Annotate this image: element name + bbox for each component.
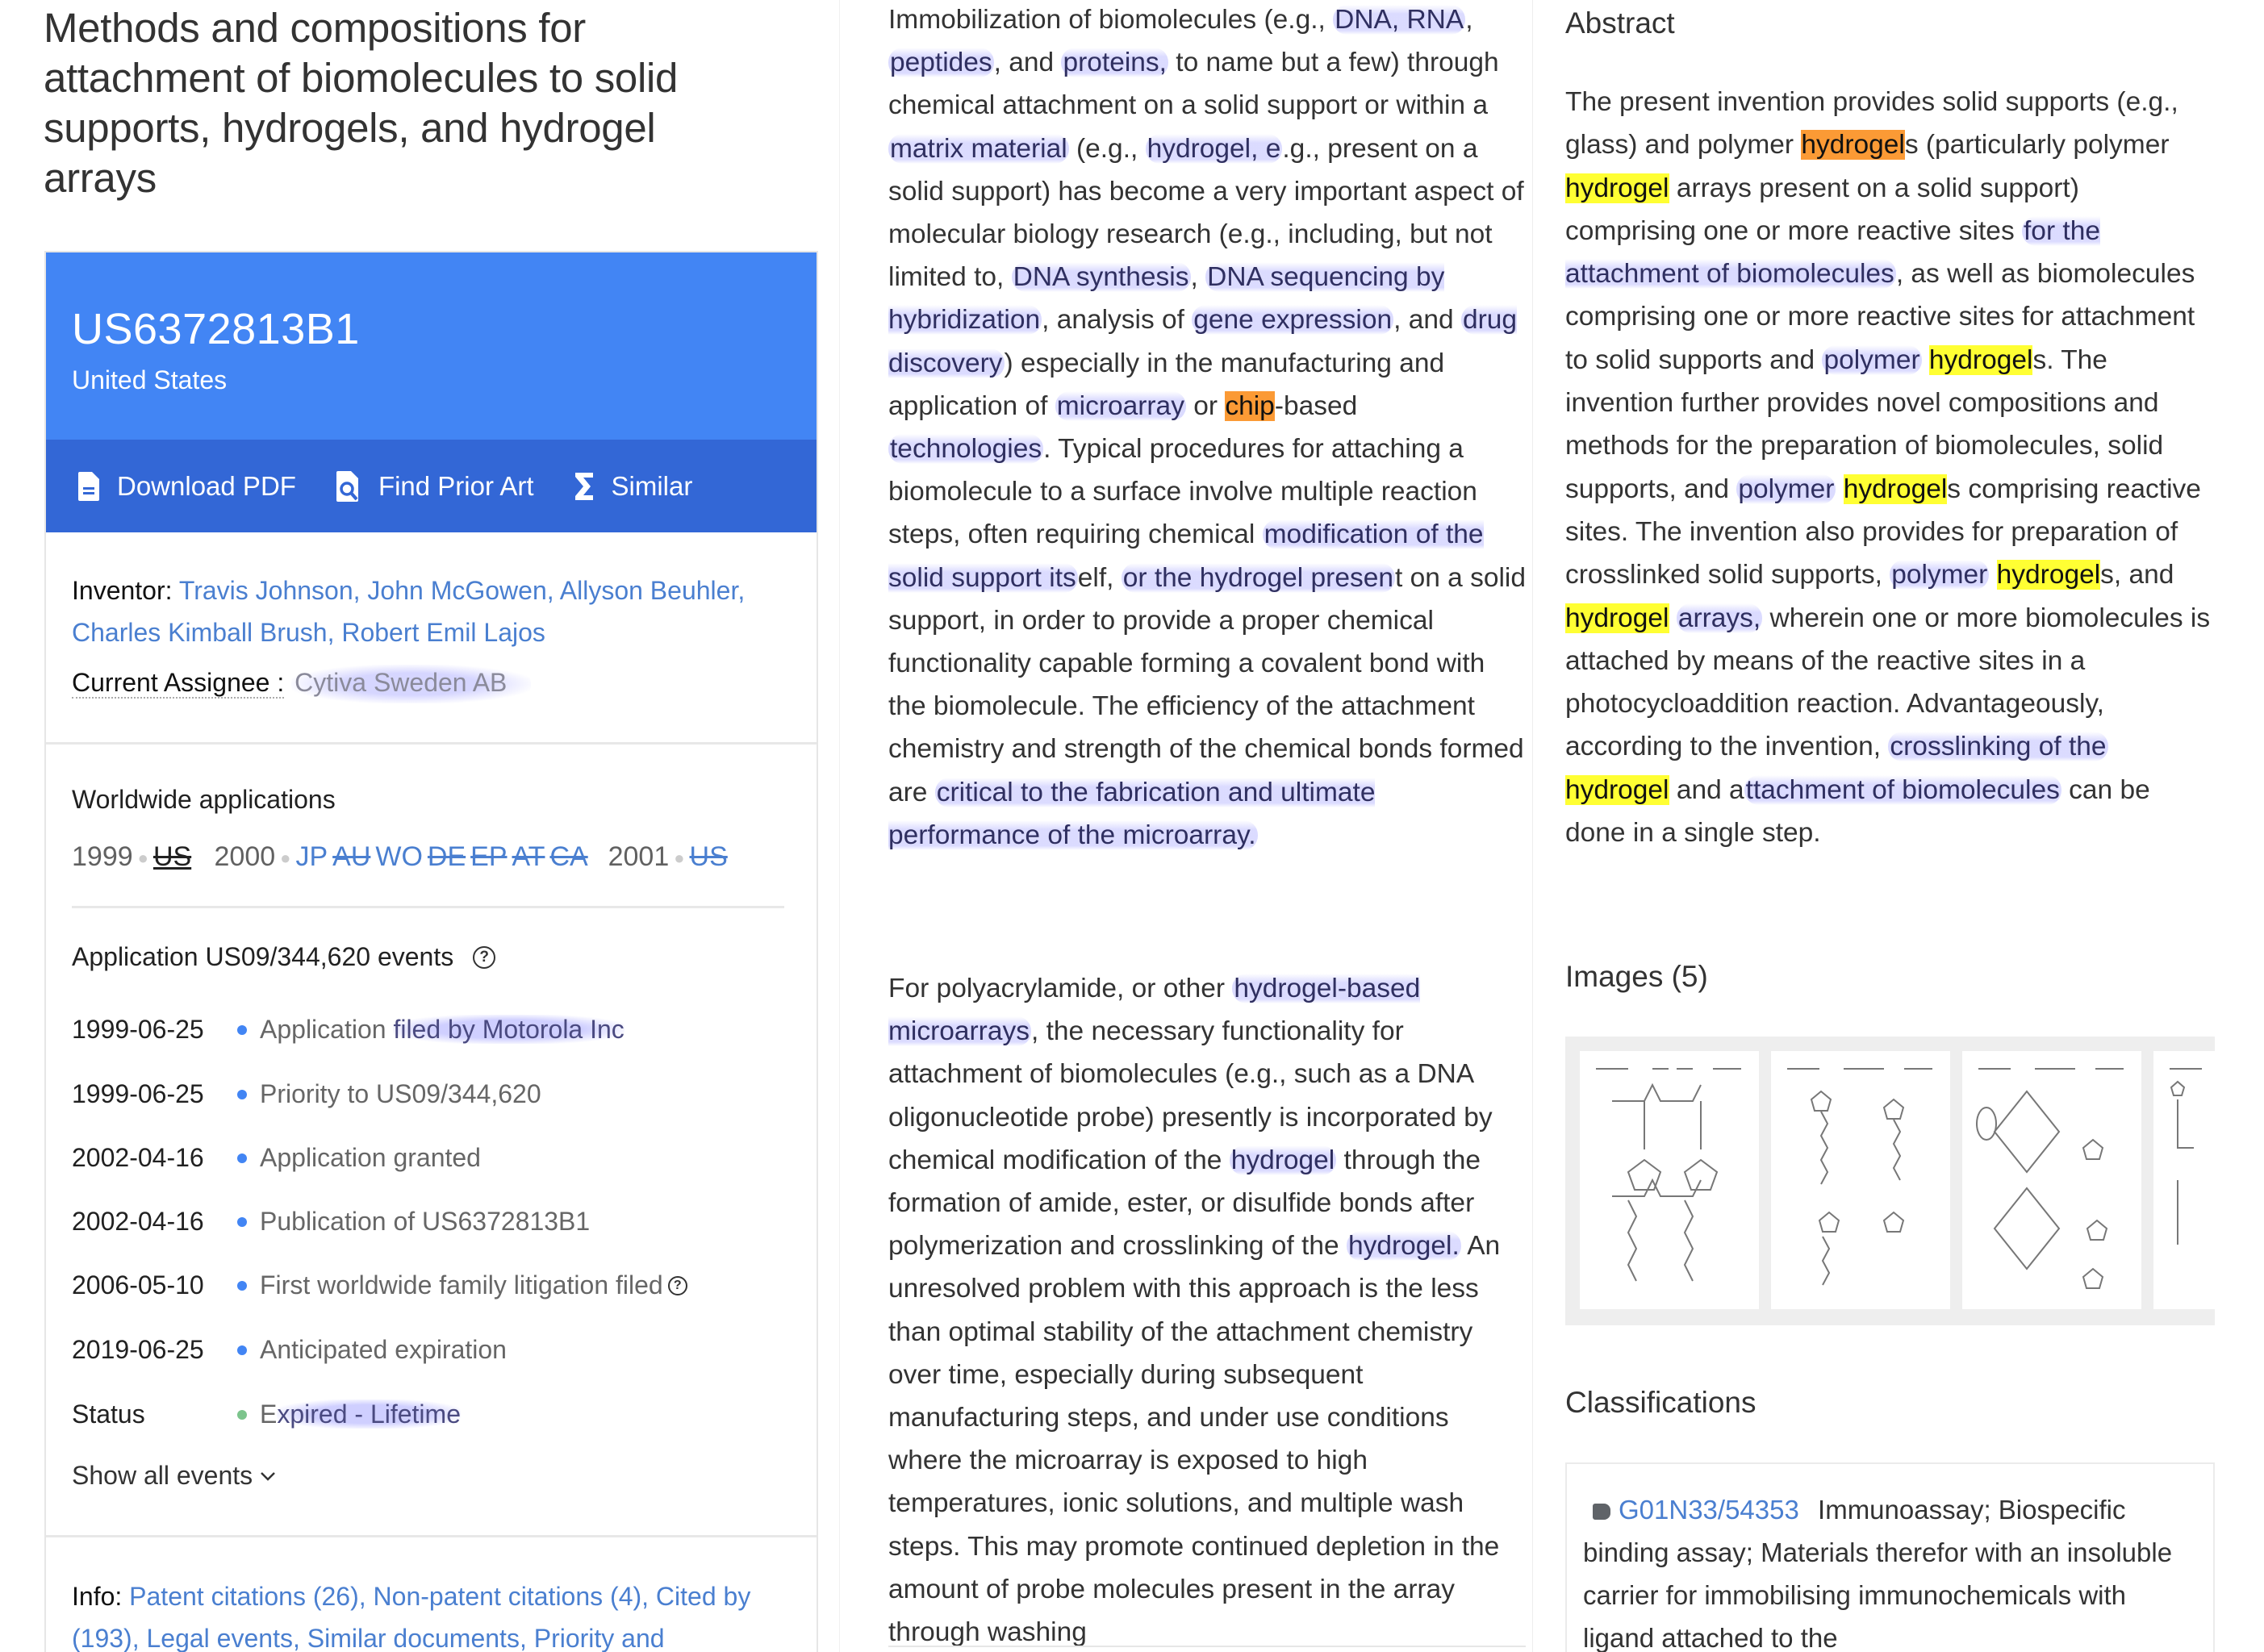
text-run: The present invention provides solid supports (e.g., glass) and polymer [1565,87,2178,160]
image-carousel[interactable] [1565,1037,2215,1325]
annotation-highlight: hydrogel. [1347,1231,1461,1261]
classifications-heading: Classifications [1565,1386,1756,1420]
event-date: 2019-06-25 [72,1335,229,1365]
annotation-highlight: polymer [1736,474,1836,504]
annotation-highlight: or the hydrogel presen [1122,563,1395,593]
annotation-highlight: gene expression [1192,305,1393,335]
patent-drawing-thumbnail[interactable] [1580,1051,1759,1309]
annotation-highlight: critical to the fabrication and ultimate performance of the microarray. [888,778,1375,850]
info-links: Info: Patent citations (26), Non-patent citations (4), Cited by (193), Legal events, Similar documents, Priority and [72,1575,790,1652]
annotation-highlight: proteins, [1061,48,1168,77]
text-run: arrays present on a solid support) comprising one or more reactive sites [1565,173,2079,246]
text-run: s. The invention further provides novel compositions and methods for the preparation of biomolecules, solid supports, and [1565,345,2163,504]
text-run: through the formation of amide, ester, or disulfide bonds after polymerization and crosslinking of the [888,1145,1481,1261]
microarray-drawing-icon [1962,1051,2141,1309]
events-title-text: Application US09/344,620 events [72,942,453,972]
year-label: 2000 [215,841,276,872]
text-run: An unresolved problem with this approach is the less than optimal stability of the attachment chemistry over time, especially during subsequent manufacturing steps, and under use conditions where the microarray is exposed to high temperatures, ionic solutions, and multiple wash steps. This may promote continued depletion in the amount of probe molecules present in the array through washing [888,1231,1500,1647]
inventor-link[interactable]: Travis Johnson [179,576,353,605]
event-row [72,1335,790,1365]
description-paragraph [888,0,1526,857]
inventor-label: Inventor: [72,576,173,605]
sigma-icon [574,472,594,501]
inventor-link[interactable]: Robert Emil Lajos [341,618,545,647]
patent-drawing-thumbnail[interactable] [1962,1051,2141,1309]
annotation-highlight: for the attachment of biomolecules [1565,216,2100,289]
text-run: Immobilization of biomolecules (e.g., [888,5,1333,35]
event-row [72,1207,790,1237]
event-date: 1999-06-25 [72,1015,229,1045]
annotation-highlight: crosslinking of the [1888,732,2107,761]
text-run: to name but a few) through chemical attachment on a solid support or within a [888,48,1499,120]
event-dot [237,1345,247,1355]
annotation-highlight: polymer [1890,560,1989,590]
status-label: Status [72,1400,229,1429]
patent-drawing-thumbnail[interactable] [2153,1051,2215,1309]
worldwide-applications-title: Worldwide applications [72,785,790,815]
find-prior-art-label: Find Prior Art [378,471,534,502]
similar-button[interactable] [574,471,693,502]
description-paragraph [888,967,1526,1652]
search-term-highlight: hydrogel [1565,603,1669,633]
status-value: Expired - Lifetime [260,1400,461,1429]
event-text: Application filed by Motorola Inc [260,1015,624,1045]
patent-header [46,252,817,440]
text-run [1836,474,1843,504]
event-date: 2002-04-16 [72,1207,229,1237]
assignee-link[interactable]: Cytiva Sweden AB [291,665,531,703]
description-column [839,0,1533,1652]
annotation-highlight: ttachment of biomolecules [1744,775,2061,805]
text-run: .g., present on a solid support) has become a very important aspect of molecular biology research (e.g., including, but not limited to, [888,134,1524,293]
status-row [72,1400,790,1429]
year-label: 1999 [72,841,133,872]
status-dot [237,1410,247,1420]
worldwide-applications-row: 1999 ● US 2000 ● JP AU WO DE EP AT CA 2001 ● US [72,841,790,873]
patent-drawing-thumbnail[interactable] [1771,1051,1950,1309]
inventor-link[interactable]: Allyson Beuhler [560,576,738,605]
annotation-highlight: matrix material [888,134,1069,164]
patent-title: Methods and compositions for attachment of biomolecules to solid supports, hydrogels, and hydrogel arrays [44,3,770,203]
info-label: Info: [72,1582,122,1611]
search-term-highlight: hydrogel [1565,173,1669,203]
text-run: s comprising reactive sites. The invention also provides for preparation of crosslinked solid supports, [1565,474,2201,590]
annotation-highlight: hydrogel [1230,1145,1337,1175]
event-date: 1999-06-25 [72,1079,229,1109]
publication-country: United States [72,365,227,395]
current-assignee [72,668,790,698]
text-run [1669,603,1677,633]
country-link-wo[interactable]: WO [375,841,423,872]
inventor-link[interactable]: Charles Kimball Brush [72,618,328,647]
country-link-us[interactable]: US [153,841,191,872]
divider [46,742,817,745]
chemical-drawing-icon [2153,1051,2215,1309]
download-pdf-label: Download PDF [117,471,296,502]
event-text: Anticipated expiration [260,1335,507,1365]
show-all-events-button[interactable] [72,1461,790,1491]
abstract-heading: Abstract [1565,6,1675,40]
text-run: ) especially in the manufacturing and application of [888,348,1444,421]
search-term-highlight: chip [1225,391,1274,421]
info-link[interactable]: Similar documents [307,1624,520,1652]
events-title [72,942,790,972]
pdf-file-icon [78,472,99,501]
text-run: wherein one or more biomolecules is attached by means of the reactive sites in a photocycloaddition reaction. Advantageously, according to the invention, [1565,603,2210,762]
info-link[interactable]: Patent citations (26) [129,1582,359,1611]
search-term-highlight: hydrogel [1997,560,2101,590]
event-row [72,1143,790,1173]
annotation-highlight: modification of the solid support its [888,519,1484,592]
text-run: s, and [2100,560,2174,590]
country-link-at[interactable]: AT [512,841,545,872]
annotation-highlight: peptides [888,48,994,77]
download-pdf-button[interactable] [78,471,296,502]
text-run: (e.g., [1069,134,1146,164]
text-run: , the necessary functionality for attachment of biomolecules (e.g., such as a DNA oligonucleotide probe) presently is incorporated by chemical modification of the [888,1016,1493,1175]
text-run: For polyacrylamide, or other [888,974,1232,1003]
search-term-highlight: hydrogel [1801,130,1905,160]
prior-art-search-icon [336,471,361,502]
tag-icon [1593,1504,1610,1520]
event-text: Publication of US6372813B1 [260,1207,590,1237]
text-run: -based [1275,391,1357,421]
abstract-text [1565,81,2211,854]
images-heading: Images (5) [1565,960,1708,994]
divider [888,1646,1526,1647]
patent-summary-column [0,0,839,1652]
text-run: t on a solid support, in order to provide a proper chemical functionality capable forming a covalent bond with the biomolecule. The efficiency of the attachment chemistry and strength of the chemical bonds formed are [888,563,1526,807]
abstract-column [1533,0,2264,1652]
event-row [72,1270,790,1300]
search-term-highlight: hydrogel [1929,345,2033,375]
info-link[interactable]: Cited by (193) [72,1582,750,1652]
text-run [1922,345,1929,375]
find-prior-art-button[interactable] [336,471,534,502]
info-link[interactable]: Priority and [534,1624,665,1652]
event-dot [237,1153,247,1163]
annotation-highlight: polymer [1822,345,1921,375]
info-link[interactable]: Non-patent citations (4) [374,1582,642,1611]
action-bar [46,440,817,532]
classification-code-link[interactable]: G01N33/54353 [1619,1495,1799,1525]
text-run: and a [1669,775,1744,805]
event-dot [237,1025,247,1035]
country-link-ca[interactable]: CA [549,841,587,872]
classification-card [1565,1462,2215,1652]
annotation-highlight: hydrogel-based microarrays [888,974,1420,1046]
inventor-link[interactable]: John McGowen [367,576,546,605]
text-run: , [1465,5,1472,35]
info-link[interactable]: Legal events [146,1624,292,1652]
text-run: s (particularly polymer [1905,130,2170,160]
search-term-highlight: hydrogel [1844,474,1948,504]
year-label: 2001 [608,841,670,872]
show-all-events-label: Show all events [72,1461,253,1491]
annotation-highlight: drug discovery [888,305,1517,378]
event-text: Priority to US09/344,620 [260,1079,541,1109]
chevron-down-icon [259,1471,277,1482]
assignee-label: Current Assignee : [72,668,284,699]
chemical-drawing-icon [1580,1051,1759,1309]
event-dot [237,1281,247,1291]
country-link-us[interactable]: US [690,841,728,872]
annotation-highlight: DNA sequencing by hybridization [888,262,1444,335]
text-run [1989,560,1996,590]
event-row [72,1079,790,1109]
event-row [72,1015,790,1045]
country-link-ep[interactable]: EP [470,841,507,872]
annotation-highlight: technologies [888,434,1043,464]
divider [72,906,784,908]
annotation-highlight: DNA, RNA [1333,5,1465,35]
event-text: Application granted [260,1143,481,1173]
event-date: 2006-05-10 [72,1270,229,1300]
patent-info-card [44,251,818,1652]
text-run: elf, [1078,563,1122,593]
classification-entry [1583,1488,2196,1652]
text-run: , analysis of [1042,305,1192,335]
text-run: can be done in a single step. [1565,775,2150,848]
event-date: 2002-04-16 [72,1143,229,1173]
annotation-highlight: DNA synthesis [1012,262,1191,292]
inventors: Inventor: Travis Johnson, John McGowen, Allyson Beuhler, Charles Kimball Brush, Robert Emil Lajos [72,569,790,653]
annotation-highlight: arrays, [1677,603,1762,633]
country-link-de[interactable]: DE [428,841,466,872]
similar-label: Similar [612,471,693,502]
classification-description: Immunoassay; Biospecific binding assay; Materials therefor with an insoluble carrier for immobilising immunochemicals with ligand attached to the [1583,1495,2172,1652]
text-run: , and [994,48,1062,77]
event-text: First worldwide family litigation filed [260,1270,663,1300]
divider [46,1535,817,1537]
country-link-jp[interactable]: JP [295,841,328,872]
text-run: , as well as biomolecules comprising one or more reactive sites for attachment to solid supports and [1565,259,2195,375]
text-run: , and [1393,305,1461,335]
country-link-au[interactable]: AU [332,841,370,872]
annotation-highlight: microarray [1055,391,1186,421]
text-run: , [1191,262,1206,292]
search-term-highlight: hydrogel [1565,775,1669,805]
event-dot [237,1217,247,1227]
text-run: . Typical procedures for attaching a biomolecule to a surface involve multiple reaction steps, often requiring chemical [888,434,1477,549]
filed-by-link[interactable]: filed by Motorola Inc [393,1015,624,1044]
annotation-highlight: hydrogel, e [1146,134,1283,164]
help-icon[interactable]: ? [473,946,495,969]
event-dot [237,1090,247,1099]
chemical-drawing-icon [1771,1051,1950,1309]
help-icon[interactable]: ? [668,1276,687,1295]
text-run: or [1186,391,1225,421]
publication-number: US6372813B1 [72,304,360,354]
